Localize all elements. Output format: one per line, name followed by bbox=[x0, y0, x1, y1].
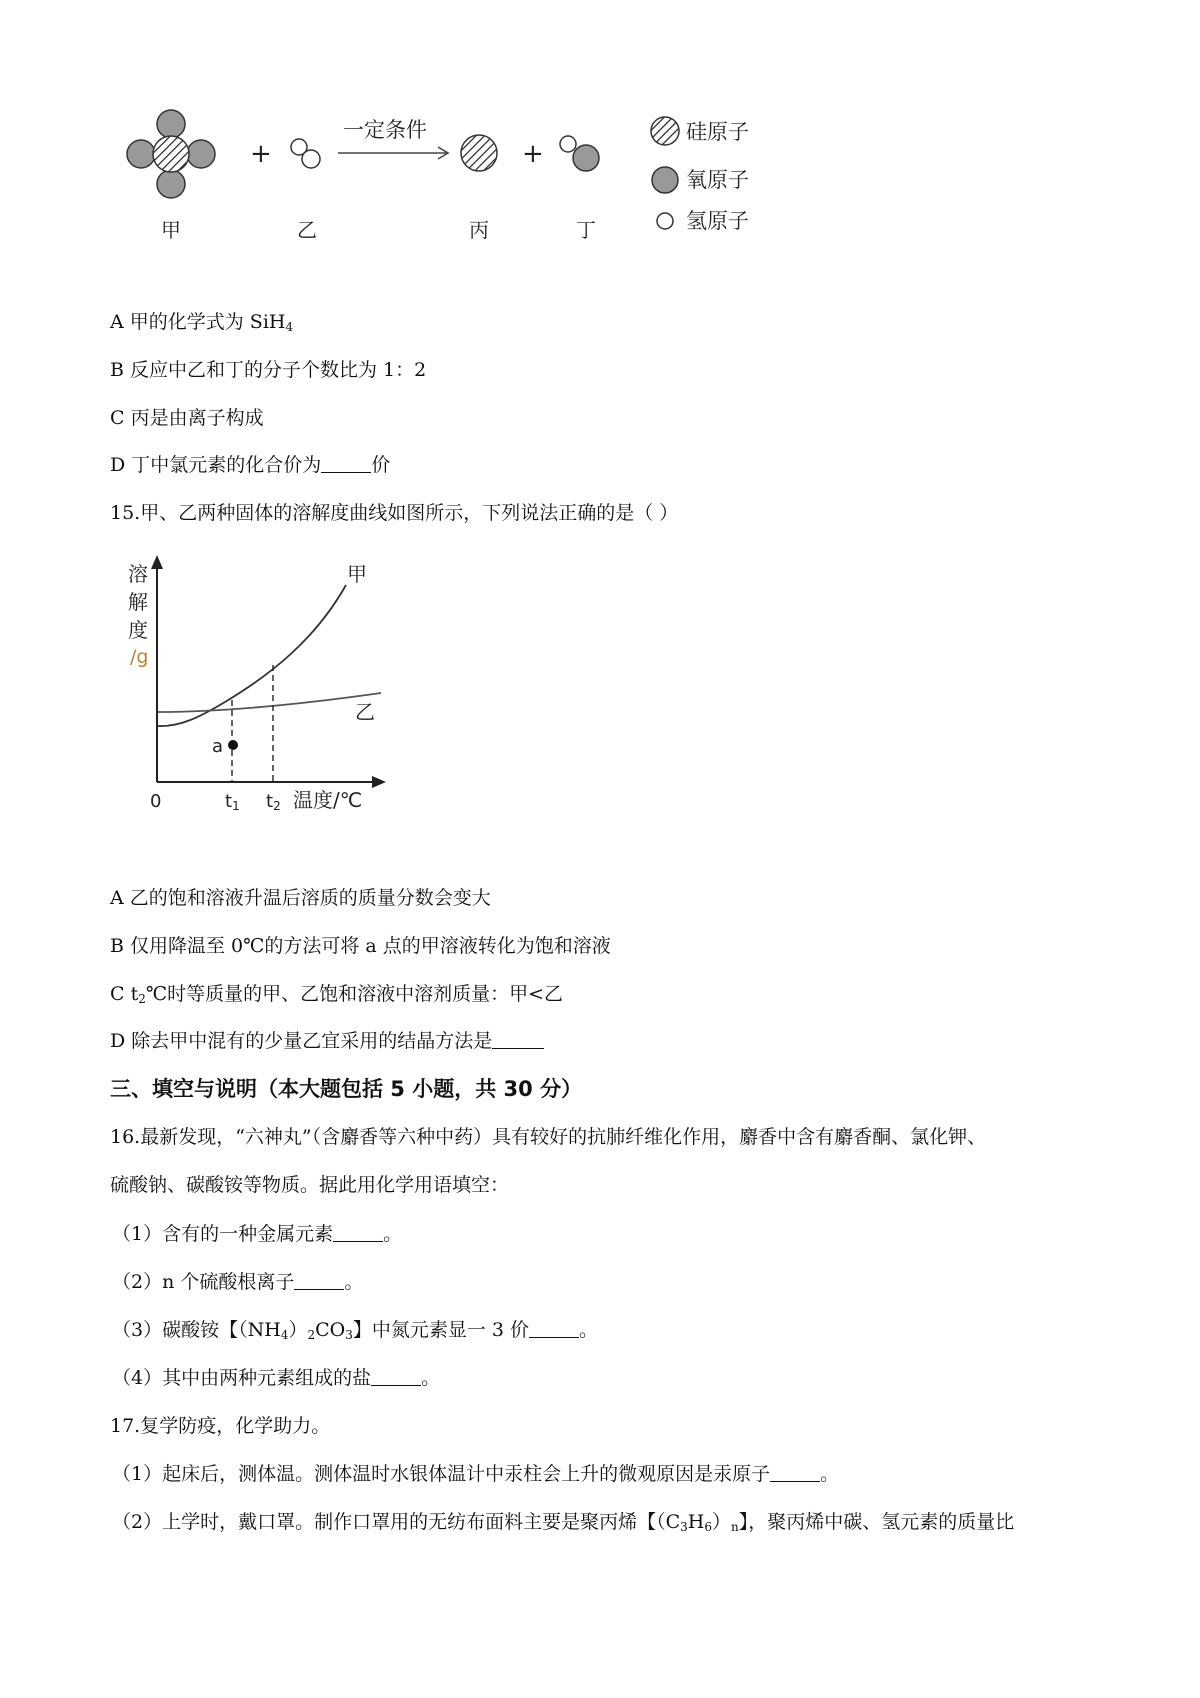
q17-part-2: （2）上学时，戴口罩。制作口罩用的无纺布面料主要是聚丙烯【$(C_3H_6)_n$】，聚丙烯中碳、氢元素的质量比 bbox=[112, 1511, 1015, 1534]
x-axis-label: 温度/℃ bbox=[293, 788, 363, 812]
q14-option-c: C 丙是由离子构成 bbox=[110, 407, 264, 429]
q14-option-b: B 反应中乙和丁的分子个数比为 1：2 bbox=[110, 359, 427, 381]
q16-stem-line1: 16.最新发现，“六神丸”（含麝香等六种中药）具有较好的抗肺纤维化作用，麝香中含有麝香酮、氯化钾、 bbox=[110, 1126, 987, 1148]
origin-label: 0 bbox=[150, 791, 162, 812]
answer-blank[interactable] bbox=[294, 1271, 344, 1290]
label-ding: 丁 bbox=[576, 218, 596, 242]
section-3-heading: 三、填空与说明（本大题包括 5 小题，共 30 分） bbox=[110, 1077, 583, 1101]
q15-option-c: C $t_2℃$时等质量的甲、乙饱和溶液中溶剂质量：甲<乙 bbox=[110, 983, 564, 1006]
molecule-bing bbox=[461, 135, 497, 171]
answer-blank[interactable] bbox=[333, 1223, 383, 1242]
label-bing: 丙 bbox=[469, 218, 489, 242]
legend-h: 氢原子 bbox=[686, 209, 749, 233]
series-jia-line bbox=[158, 585, 346, 726]
molecule-ding bbox=[560, 136, 599, 171]
answer-blank[interactable] bbox=[770, 1463, 820, 1482]
q16-part-2: （2）n 个硫酸根离子 。 bbox=[112, 1271, 364, 1293]
x-tick-t2: t2 bbox=[266, 791, 281, 813]
series-jia-label: 甲 bbox=[347, 562, 367, 586]
y-axis-arrow bbox=[151, 555, 163, 569]
y-axis-label-1: 溶 bbox=[128, 562, 148, 586]
y-axis-label-4: /g bbox=[130, 646, 149, 668]
legend-o: 氧原子 bbox=[686, 168, 749, 192]
label-yi: 乙 bbox=[297, 218, 317, 242]
q14-option-a: A 甲的化学式为 SiH$_4$ bbox=[110, 311, 294, 334]
q15-option-d: D 除去甲中混有的少量乙宜采用的结晶方法是 bbox=[110, 1028, 544, 1054]
molecule-yi bbox=[291, 139, 320, 168]
q17-stem: 17.复学防疫，化学助力。 bbox=[110, 1415, 331, 1437]
point-a bbox=[228, 740, 238, 750]
solubility-chart bbox=[110, 545, 410, 815]
reaction-arrow bbox=[338, 147, 448, 159]
point-a-label: a bbox=[212, 736, 224, 757]
y-axis-label-2: 解 bbox=[128, 590, 148, 614]
q17-part-1: （1）起床后，测体温。测体温时水银体温计中汞柱会上升的微观原因是汞原子 。 bbox=[112, 1463, 840, 1485]
q16-stem-line2: 硫酸钠、碳酸铵等物质。据此用化学用语填空： bbox=[110, 1174, 510, 1196]
q16-part-1: （1）含有的一种金属元素 。 bbox=[112, 1223, 403, 1245]
x-tick-t1: t1 bbox=[225, 791, 240, 813]
x-axis-arrow bbox=[372, 776, 386, 788]
q14-option-d: D 丁中氯元素的化合价为 价 bbox=[110, 454, 391, 476]
diagram-legend bbox=[651, 117, 749, 233]
q15-stem: 15.甲、乙两种固体的溶解度曲线如图所示，下列说法正确的是（ ） bbox=[110, 502, 679, 524]
q16-part-3: （3）碳酸铵【$(NH_4)_2CO_3$】中氮元素显一 3 价 。 bbox=[112, 1319, 599, 1342]
q16-part-4: （4）其中由两种元素组成的盐 。 bbox=[112, 1367, 441, 1389]
y-axis-label-3: 度 bbox=[128, 618, 148, 642]
series-yi-label: 乙 bbox=[355, 700, 375, 724]
reaction-condition: 一定条件 bbox=[343, 118, 427, 142]
q15-option-b: B 仅用降温至 0℃的方法可将 a 点的甲溶液转化为饱和溶液 bbox=[110, 935, 611, 957]
reaction-diagram bbox=[0, 0, 1200, 260]
q15-option-a: A 乙的饱和溶液升温后溶质的质量分数会变大 bbox=[110, 887, 491, 909]
plus-sign-2: + bbox=[522, 139, 544, 169]
plus-sign-1: + bbox=[250, 139, 272, 169]
series-yi-line bbox=[158, 693, 381, 712]
legend-si: 硅原子 bbox=[686, 120, 749, 144]
molecule-jia bbox=[127, 110, 215, 198]
answer-blank[interactable] bbox=[371, 1367, 421, 1386]
answer-blank[interactable] bbox=[492, 1030, 544, 1049]
label-jia: 甲 bbox=[161, 218, 181, 242]
answer-blank[interactable] bbox=[321, 454, 371, 473]
answer-blank[interactable] bbox=[529, 1319, 579, 1338]
